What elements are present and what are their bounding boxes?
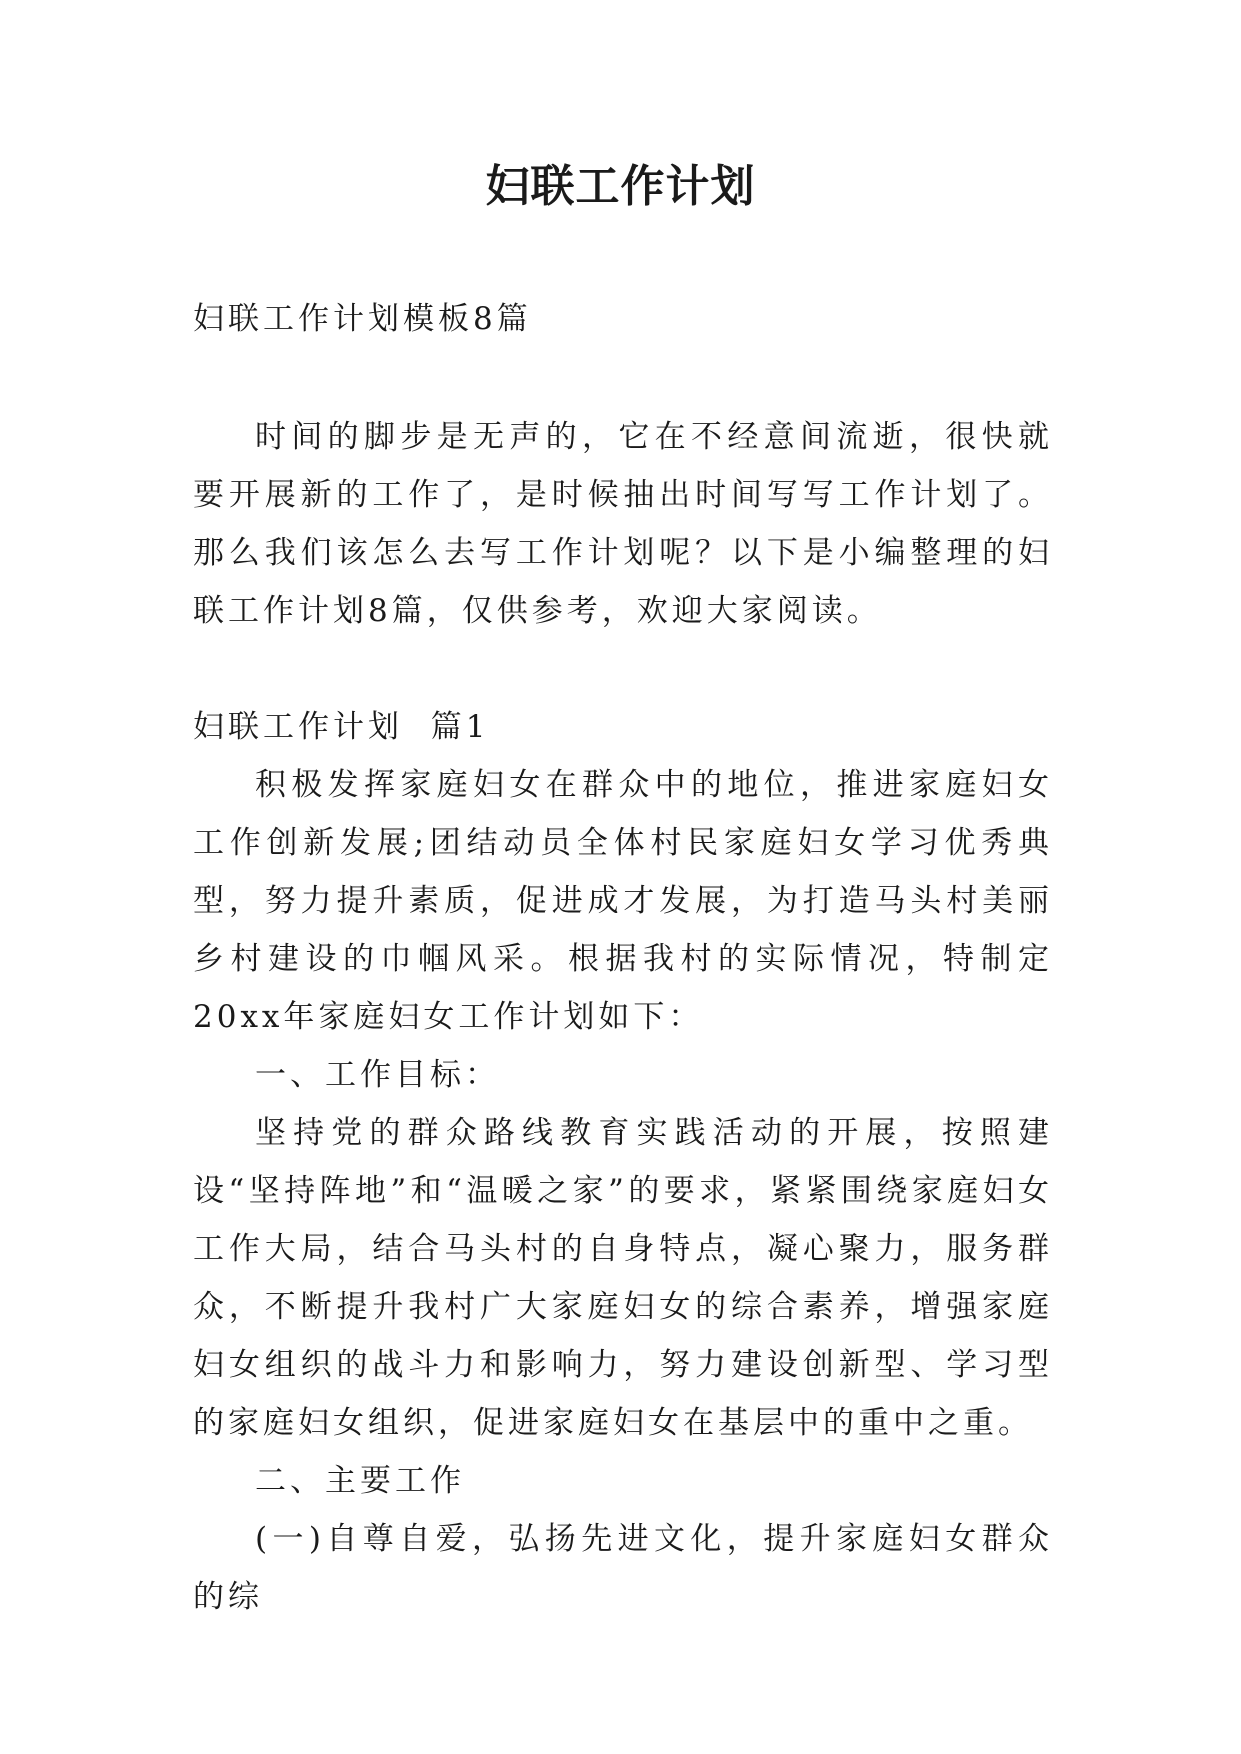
body-paragraph-2: 坚持党的群众路线教育实践活动的开展，按照建设“坚持阵地”和“温暖之家”的要求，紧紧围绕家庭妇女工作大局，结合马头村的自身特点，凝心聚力，服务群众，不断提升我村广大家庭妇女的综合素养，增强家庭妇女组织的战斗力和影响力，努力建设创新型、学习型的家庭妇女组织，促进家庭妇女在基层中的重中之重。 xyxy=(193,1115,1053,1441)
document-body xyxy=(193,290,1053,1626)
body-paragraph-1: 积极发挥家庭妇女在群众中的地位，推进家庭妇女工作创新发展;团结动员全体村民家庭妇女学习优秀典型，努力提升素质，促进成才发展，为打造马头村美丽乡村建设的巾帼风采。根据我村的实际情况，特制定20xx年家庭妇女工作计划如下： xyxy=(193,767,1053,1035)
body-paragraph-3: (一)自尊自爱，弘扬先进文化，提升家庭妇女群众的综 xyxy=(193,1521,1053,1615)
document-subtitle: 妇联工作计划模板8篇 xyxy=(193,301,532,337)
spacer xyxy=(193,348,1053,408)
spacer xyxy=(193,640,1053,698)
section-heading: 妇联工作计划 篇1 xyxy=(193,709,490,745)
document-title: 妇联工作计划 xyxy=(485,161,756,212)
heading-main-work: 二、主要工作 xyxy=(255,1463,465,1499)
intro-paragraph: 时间的脚步是无声的，它在不经意间流逝，很快就要开展新的工作了，是时候抽出时间写写工作计划了。那么我们该怎么去写工作计划呢？以下是小编整理的妇联工作计划8篇，仅供参考，欢迎大家阅读。 xyxy=(193,419,1053,629)
heading-goals: 一、工作目标： xyxy=(255,1057,500,1093)
